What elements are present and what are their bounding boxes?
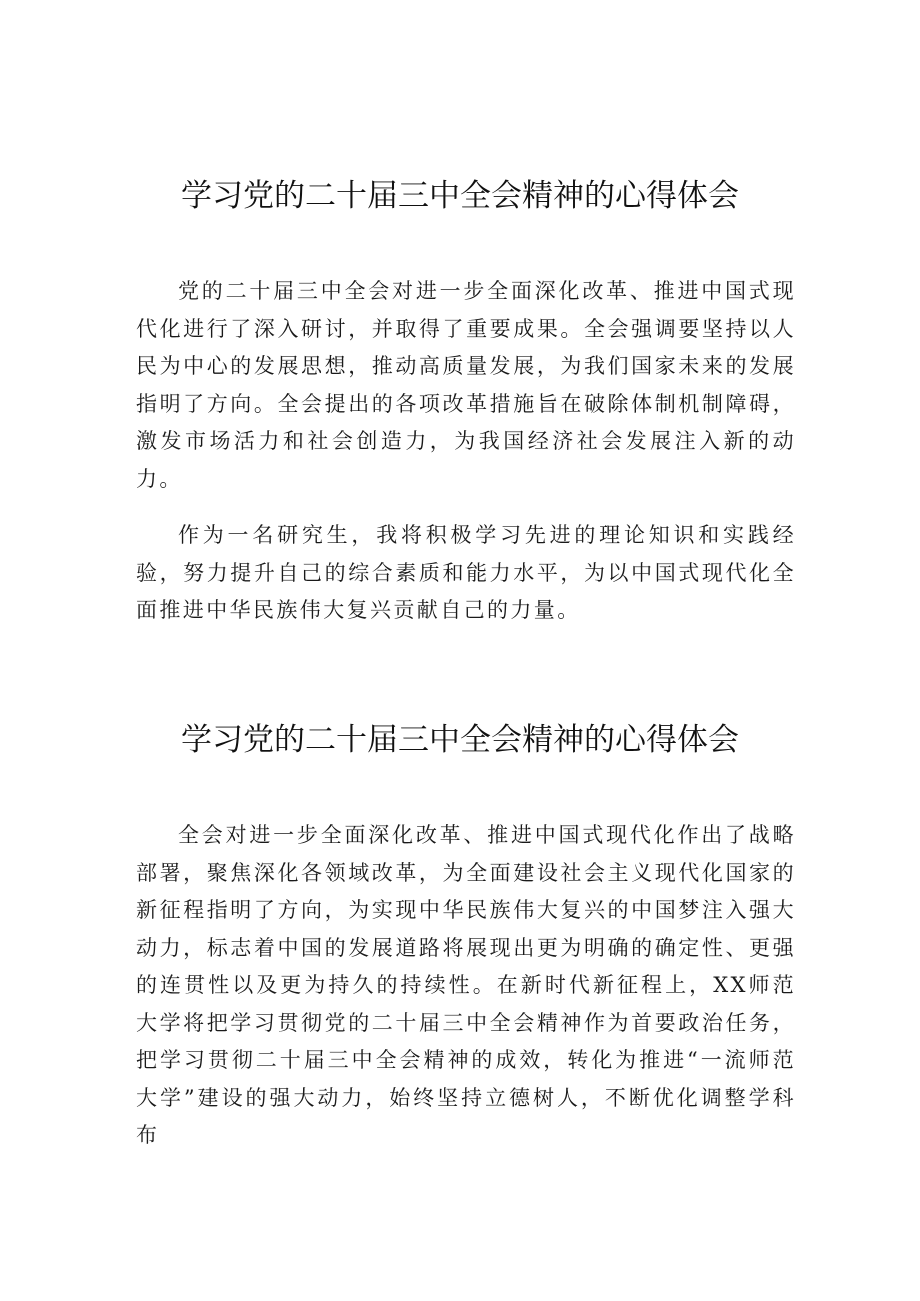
section-1-paragraph-1: 党的二十届三中全会对进一步全面深化改革、推进中国式现代化进行了深入研讨，并取得了重要成果。全会强调要坚持以人民为中心的发展思想，推动高质量发展，为我们国家未来的发展指明了方向。全会提出的各项改革措施旨在破除体制机制障碍，激发市场活力和社会创造力，为我国经济社会发展注入新的动力。 [136,279,796,491]
section-2-paragraph-1: 全会对进一步全面深化改革、推进中国式现代化作出了战略部署，聚焦深化各领域改革，为全面建设社会主义现代化国家的新征程指明了方向，为实现中华民族伟大复兴的中国梦注入强大动力，标志着中国的发展道路将展现出更为明确的确定性、更强的连贯性以及更为持久的持续性。在新时代新征程上，XX师范大学将把学习贯彻党的二十届三中全会精神作为首要政治任务，把学习贯彻二十届三中全会精神的成效，转化为推进“一流师范大学”建设的强大动力，始终坚持立德树人，不断优化调整学科布 [136,823,796,1147]
section-2-title: 学习党的二十届三中全会精神的心得体会 [181,722,739,758]
section-1-paragraph-2: 作为一名研究生，我将积极学习先进的理论知识和实践经验，努力提升自己的综合素质和能力水平，为以中国式现代化全面推进中华民族伟大复兴贡献自己的力量。 [136,523,796,622]
section-1-title: 学习党的二十届三中全会精神的心得体会 [181,178,739,214]
